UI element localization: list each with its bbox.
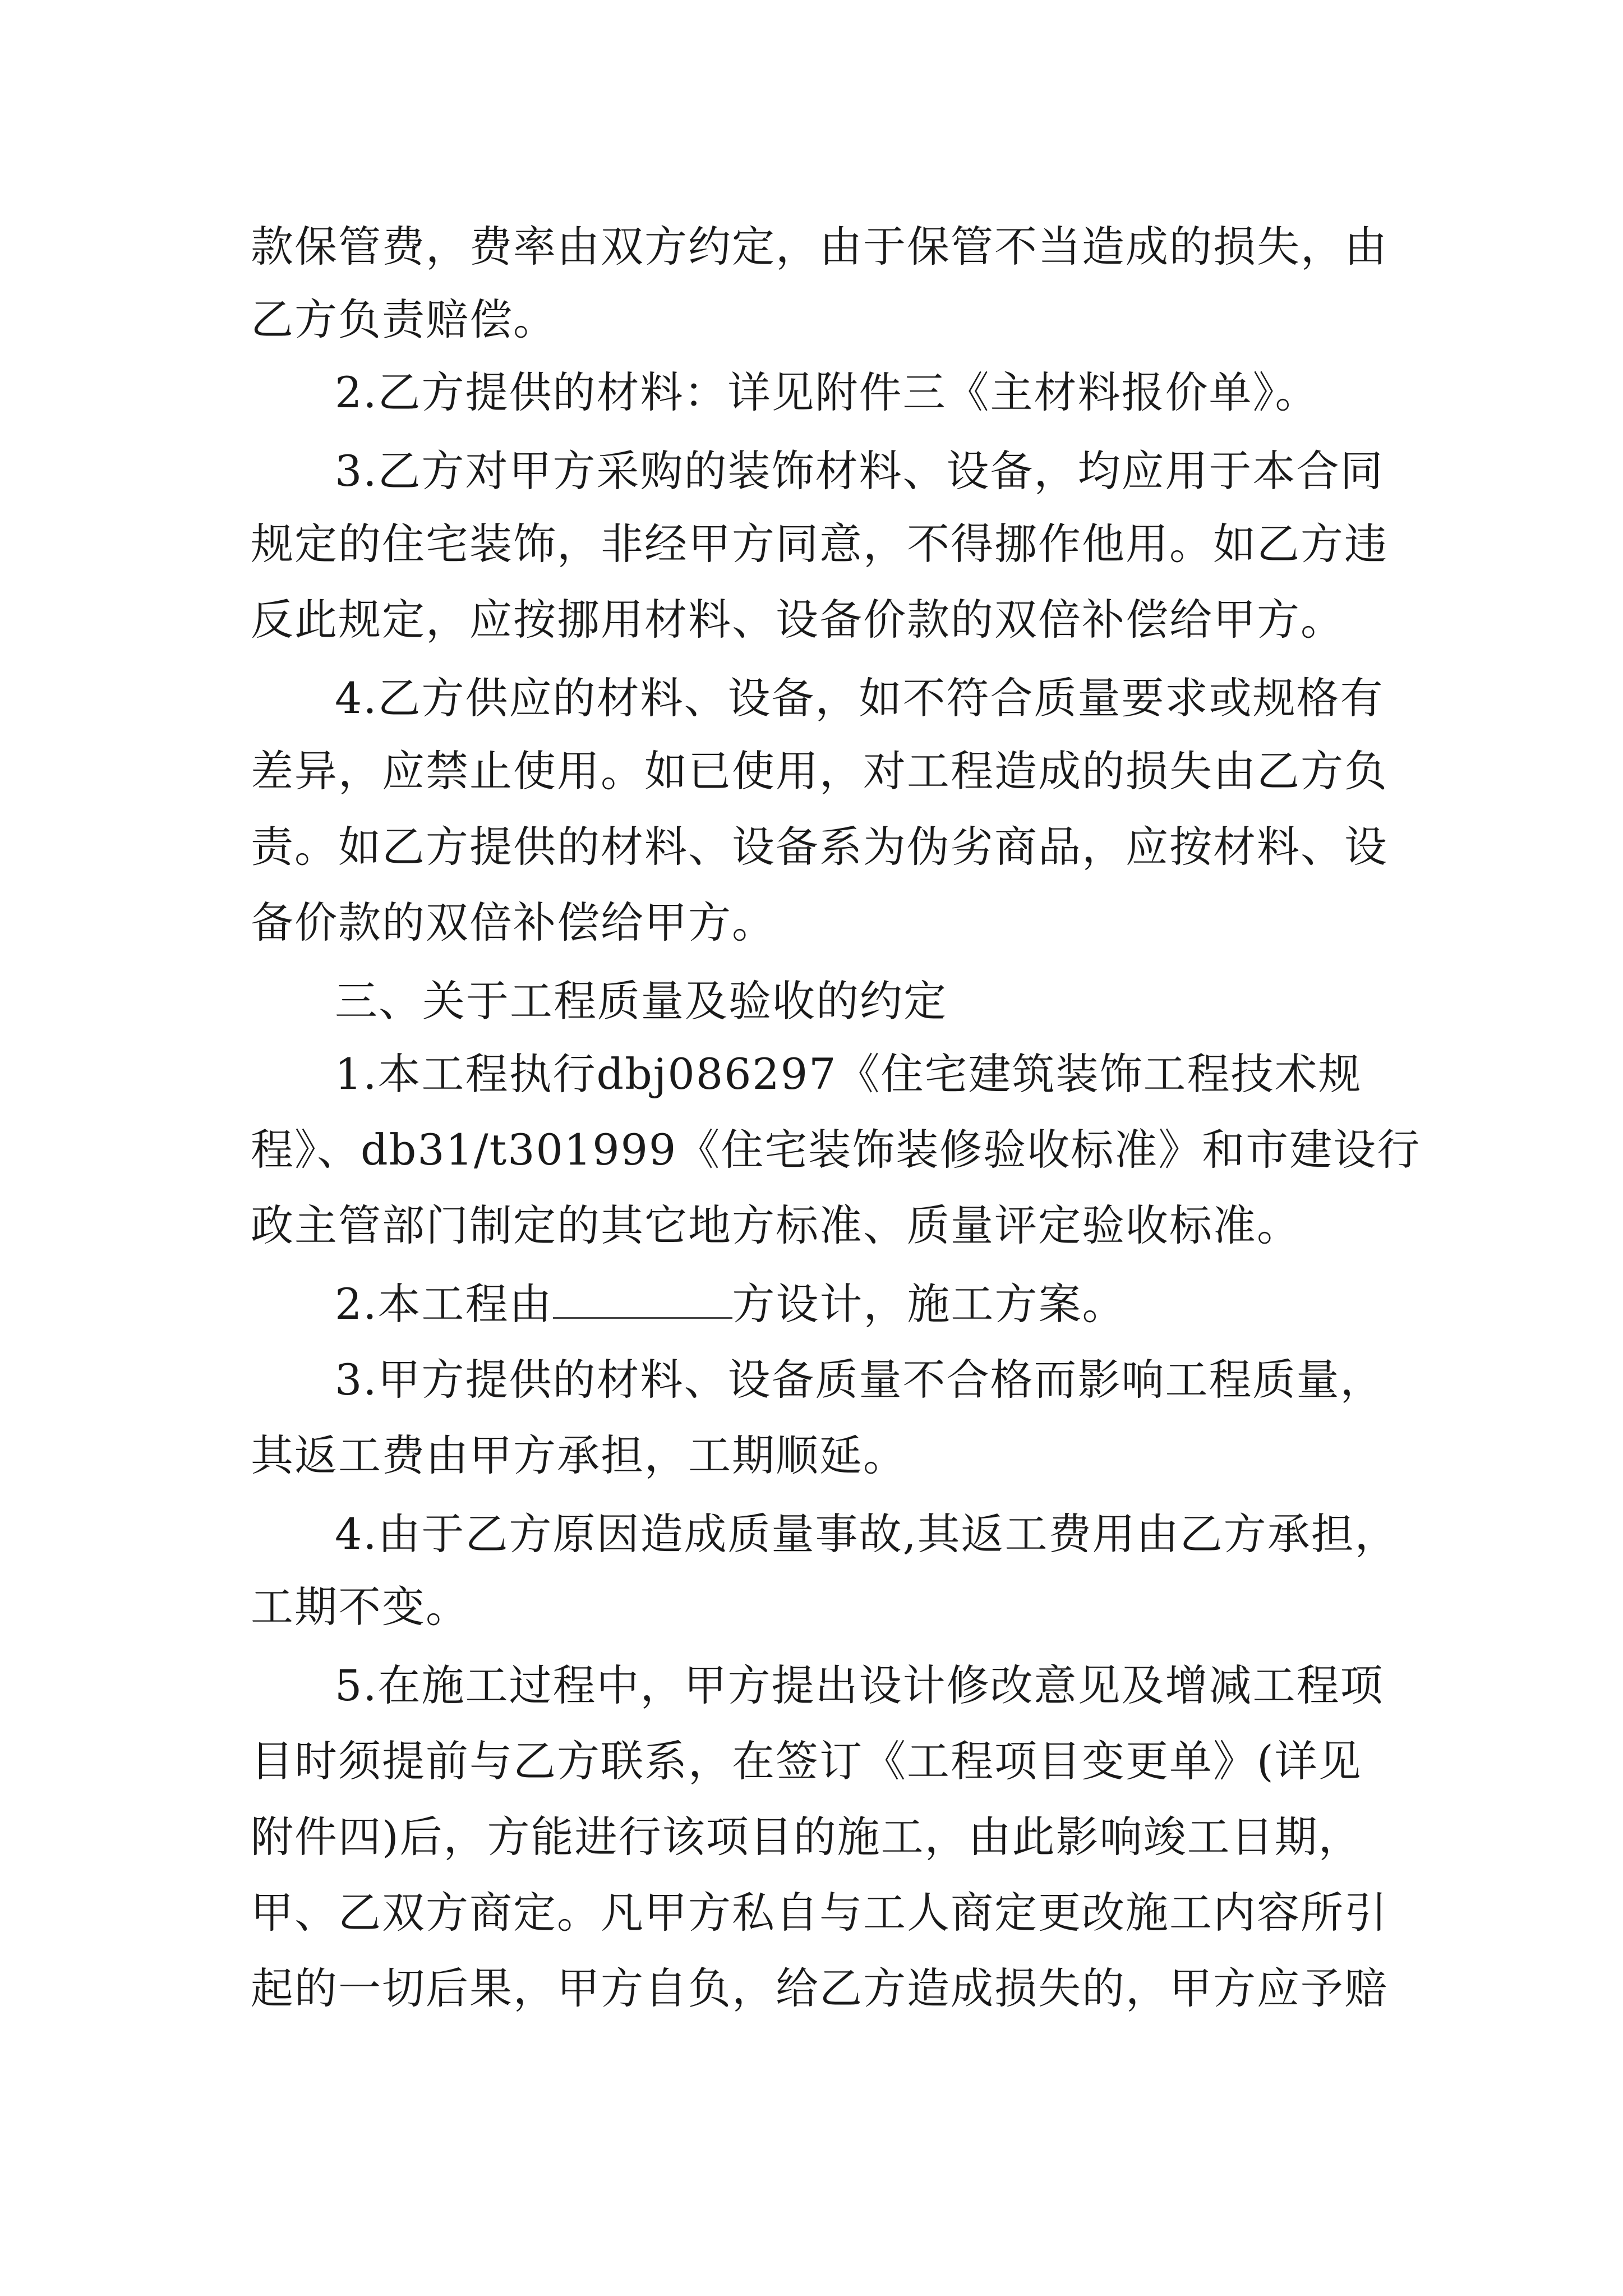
- text-line: 差异，应禁止使用。如已使用，对工程造成的损失由乙方负: [251, 746, 1388, 796]
- text-line: 5.在施工过程中，甲方提出设计修改意见及增减工程项: [335, 1660, 1384, 1710]
- text-line: 2.乙方提供的材料：详见附件三《主材料报价单》。: [335, 367, 1319, 417]
- text-line: 甲、乙双方商定。凡甲方私自与工人商定更改施工内容所引: [251, 1888, 1388, 1938]
- text-line: 其返工费由甲方承担，工期顺延。: [251, 1430, 907, 1480]
- text-line: 备价款的双倍补偿给甲方。: [251, 898, 776, 947]
- text-line: 4.由于乙方原因造成质量事故,其返工费用由乙方承担，: [335, 1509, 1399, 1559]
- text-line: 政主管部门制定的其它地方标准、质量评定验收标准。: [251, 1200, 1301, 1250]
- text-line: 附件四)后，方能进行该项目的施工，由此影响竣工日期，: [251, 1812, 1362, 1862]
- text-line: 规定的住宅装饰，非经甲方同意，不得挪作他用。如乙方违: [251, 519, 1388, 569]
- text-line: 反此规定，应按挪用材料、设备价款的双倍补偿给甲方。: [251, 595, 1344, 645]
- text-line: 乙方负责赔偿。: [251, 295, 557, 344]
- text-line: 3.乙方对甲方采购的装饰材料、设备，均应用于本合同: [335, 446, 1384, 496]
- text-line: 程》、db31/t301999《住宅装饰装修验收标准》和市建设行: [251, 1125, 1421, 1175]
- text-line: 起的一切后果，甲方自负，给乙方造成损失的，甲方应予赔: [251, 1963, 1388, 2013]
- text-line: 1.本工程执行dbj086297《住宅建筑装饰工程技术规: [335, 1049, 1362, 1099]
- text-line: [335, 1276, 1395, 1332]
- text-fragment: 方设计，施工方案。: [732, 1279, 1126, 1329]
- blank-underline: [553, 1277, 732, 1319]
- text-line: 4.乙方供应的材料、设备，如不符合质量要求或规格有: [335, 673, 1384, 723]
- text-line: 款保管费，费率由双方约定，由于保管不当造成的损失，由: [251, 222, 1388, 272]
- text-fragment: 2.本工程由: [335, 1279, 553, 1329]
- text-line: 目时须提前与乙方联系，在签订《工程项目变更单》(详见: [251, 1736, 1362, 1786]
- section-heading: 三、关于工程质量及验收的约定: [335, 976, 947, 1026]
- text-line: 责。如乙方提供的材料、设备系为伪劣商品，应按材料、设: [251, 822, 1388, 872]
- text-line: 工期不变。: [251, 1582, 469, 1632]
- text-line: 3.甲方提供的材料、设备质量不合格而影响工程质量，: [335, 1355, 1384, 1405]
